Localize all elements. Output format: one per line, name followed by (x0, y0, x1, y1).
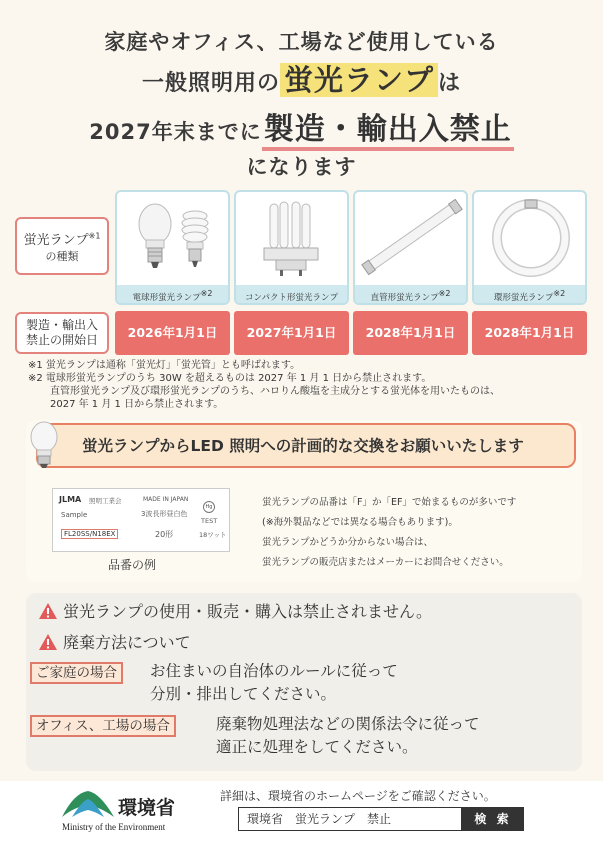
model-info (262, 493, 516, 573)
label-watt-actual: 18ワット (199, 531, 227, 539)
info-line: 蛍光ランプの品番は「F」か「EF」で始まるものが多いです (262, 497, 517, 508)
home-instructions (150, 660, 398, 706)
warning-icon (38, 602, 58, 620)
label-brand: JLMA (59, 495, 82, 504)
lamp-caption (474, 285, 585, 303)
footer-note: 詳細は、環境省のホームページをご確認ください。 (220, 789, 496, 803)
lamp-caption (355, 285, 466, 303)
usage-warning (38, 599, 432, 622)
lamp-name: コンパクト形蛍光ランプ (245, 292, 338, 303)
headline-line2-post: は (438, 71, 462, 96)
footnote: ※2 電球形蛍光ランプのうち 30W を超えるものは 2027 年 1 月 1 日から禁止されます。 (28, 373, 432, 384)
lamp-type-label-note: ※1 (88, 231, 101, 241)
lamp-type-label-sub: の種類 (45, 249, 79, 263)
info-line: 蛍光ランプかどうか分からない場合は、 (262, 537, 434, 548)
lamp-card-bulb (115, 190, 230, 305)
ministry-logo-icon (60, 787, 116, 821)
lamp-name: 電球形蛍光ランプ (132, 292, 201, 303)
footnote: 直管形蛍光ランプ及び環形蛍光ランプのうち、ハロりん酸塩を主成分とする蛍光体を用いたものは、 (50, 386, 500, 397)
label-model-number: FL20SS/N18EX (61, 529, 118, 539)
ban-date-bulb: 2026年1月1日 (115, 311, 230, 355)
lamp-card-compact (234, 190, 349, 305)
disposal-warning-text: 廃棄方法について (63, 633, 191, 652)
headline-line2-pre: 一般照明用の (141, 71, 280, 96)
lamp-note: ※2 (553, 289, 566, 298)
usage-warning-text: 蛍光ランプの使用・販売・購入は禁止されません。 (63, 602, 432, 621)
ministry-name-en: Ministry of the Environment (62, 822, 166, 832)
lamp-type-label (15, 217, 109, 275)
headline-fluorescent-highlight: 蛍光ランプ (280, 63, 438, 97)
light-bulb-icon (28, 420, 60, 470)
warning-icon (38, 633, 58, 651)
request-text: 蛍光ランプからLED 照明への計画的な交換をお願いいたします (82, 437, 524, 455)
label-sample-text: Sample (61, 511, 88, 519)
label-assoc: 照明工業会 (89, 497, 122, 505)
ban-date-label-line2: 禁止の開始日 (25, 333, 98, 347)
home-line2: 分別・排出してください。 (150, 685, 337, 703)
label-watt: 20形 (155, 530, 174, 539)
ban-date-label-line1: 製造・輸出入 (25, 318, 98, 332)
headline-line3-pre: 2027年末までに (89, 120, 262, 144)
lamp-card-circular (472, 190, 587, 305)
search-keywords: 環境省 蛍光ランプ 禁止 (238, 807, 462, 831)
info-line: (※海外製品などでは異なる場合もあります)。 (262, 517, 458, 528)
lamp-type-label-text: 蛍光ランプ (23, 232, 89, 248)
headline-line2 (0, 58, 603, 99)
headline-ban-highlight: 製造・輸出入禁止 (262, 112, 514, 151)
label-made: MADE IN JAPAN (143, 496, 189, 503)
lamp-note: ※2 (200, 289, 213, 298)
info-line: 蛍光ランプの販売店またはメーカーにお問合せください。 (262, 557, 509, 568)
label-test: TEST (201, 517, 218, 525)
product-label-sample (52, 488, 230, 552)
ministry-name: 環境省 (118, 797, 176, 819)
footnote: 2027 年 1 月 1 日から禁止されます。 (50, 399, 224, 410)
ban-date-label (15, 312, 109, 354)
office-line1: 廃棄物処理法などの関係法令に従って (216, 715, 480, 733)
home-tag: ご家庭の場合 (30, 662, 123, 684)
office-line2: 適正に処理をしてください。 (216, 738, 418, 756)
ban-date-compact: 2027年1月1日 (234, 311, 349, 355)
footnotes (28, 359, 588, 411)
lamp-card-straight (353, 190, 468, 305)
bulb-lamp-icon (117, 192, 230, 289)
home-line1: お住まいの自治体のルールに従って (150, 662, 398, 680)
office-tag: オフィス、工場の場合 (30, 715, 176, 737)
headline-line1: 家庭やオフィス、工場など使用している (104, 30, 499, 54)
lamp-caption (117, 285, 228, 303)
label-color: 3波長形昼白色 (141, 510, 188, 518)
circular-lamp-icon (474, 192, 587, 289)
disposal-warning (38, 630, 191, 653)
sample-caption: 品番の例 (108, 558, 157, 572)
ban-date-circular: 2028年1月1日 (472, 311, 587, 355)
office-instructions (216, 713, 480, 759)
lamp-note: ※2 (438, 289, 451, 298)
footnote: ※1 蛍光ランプは通称「蛍光灯」「蛍光管」とも呼ばれます。 (28, 360, 301, 371)
lamp-name: 環形蛍光ランプ (493, 292, 554, 303)
headline-line3 (0, 104, 603, 148)
headline-line4: になります (246, 155, 357, 179)
search-button: 検 索 (462, 807, 524, 831)
straight-tube-icon (355, 192, 468, 289)
compact-lamp-icon (236, 192, 349, 289)
lamp-caption (236, 285, 347, 303)
ban-date-straight: 2028年1月1日 (353, 311, 468, 355)
certification-mark-icon: Hg (203, 501, 215, 513)
lamp-name: 直管形蛍光ランプ (370, 292, 439, 303)
